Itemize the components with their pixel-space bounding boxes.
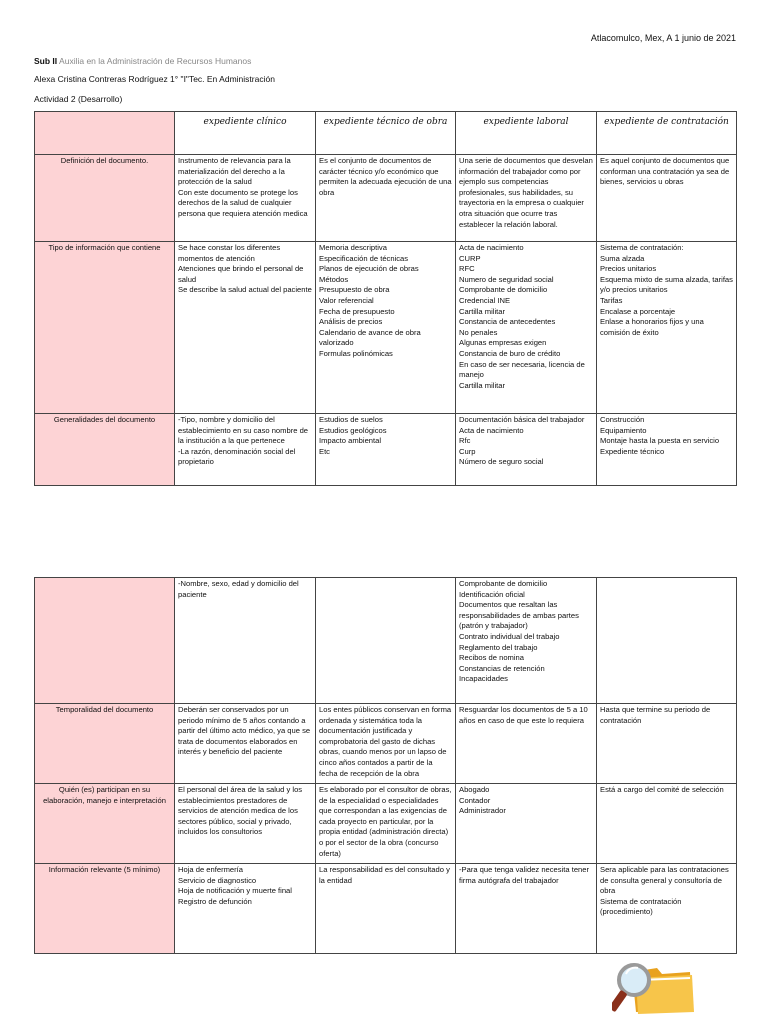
cell-line: Métodos bbox=[319, 274, 349, 284]
cell-line: Documentos que resaltan las responsabilidades de ambas partes (patrón y trabajador) bbox=[459, 600, 579, 631]
table-cell bbox=[175, 784, 316, 864]
cell-line: Contrato individual del trabajo bbox=[459, 631, 560, 641]
document-date: Atlacomulco, Mex, A 1 junio de 2021 bbox=[590, 33, 736, 43]
table-cell bbox=[175, 414, 316, 486]
cell-line: Constancia de antecedentes bbox=[459, 317, 556, 327]
cell-line: -La razón, denominación social del propietario bbox=[178, 446, 296, 467]
cell-line: Construcción bbox=[600, 415, 645, 424]
col-header-clinico: expediente clínico bbox=[175, 112, 316, 155]
cell-line: Estudios geológicos bbox=[319, 425, 387, 435]
table-cell bbox=[456, 242, 597, 414]
cell-line: Registro de defunción bbox=[178, 896, 252, 906]
cell-line: Suma alzada bbox=[600, 253, 645, 263]
comparison-table-page1 bbox=[34, 111, 737, 486]
cell-line: Se describe la salud actual del paciente bbox=[178, 285, 312, 295]
cell-line: Número de seguro social bbox=[459, 457, 544, 467]
cell-line: Impacto ambiental bbox=[319, 436, 382, 446]
cell-line: Abogado bbox=[459, 785, 490, 794]
table-cell bbox=[456, 414, 597, 486]
cell-line: Rfc bbox=[459, 436, 471, 446]
subject-label: Sub II bbox=[34, 56, 58, 66]
cell-line: Administrador bbox=[459, 806, 506, 816]
cell-line: Credencial INE bbox=[459, 295, 511, 305]
table-cell bbox=[316, 155, 456, 242]
cell-line: Curp bbox=[459, 446, 476, 456]
cell-line: Memoria descriptiva bbox=[319, 243, 387, 252]
cell-line: Calendario de avance de obra valorizado bbox=[319, 327, 421, 348]
cell-line: Deberán ser conservados por un periodo mínimo de 5 años contando a partir del último acto médico, ya que se trata de documentos elaborados en interés y beneficio del paciente bbox=[178, 705, 311, 757]
cell-line: Resguardar los documentos de 5 a 10 años en caso de que este lo requiera bbox=[459, 705, 588, 725]
cell-line: Formulas polinómicas bbox=[319, 348, 393, 358]
cell-line: Es aquel conjunto de documentos que conforman una contratación ya sea de bienes, servicios u obras bbox=[600, 156, 730, 187]
cell-line: Esquema mixto de suma alzada, tarifas y/o precios unitarios bbox=[600, 274, 733, 295]
cell-line: Montaje hasta la puesta en servicio bbox=[600, 436, 720, 446]
table-cell bbox=[597, 578, 737, 704]
table-row bbox=[35, 578, 737, 704]
row-label: Tipo de información que contiene bbox=[35, 242, 175, 414]
header-corner bbox=[35, 112, 175, 155]
cell-line: -Nombre, sexo, edad y domicilio del paciente bbox=[178, 579, 299, 599]
row-label: Información relevante (5 mínimo) bbox=[35, 864, 175, 954]
table-cell bbox=[456, 864, 597, 954]
cell-line: RFC bbox=[459, 264, 475, 274]
table-cell bbox=[597, 704, 737, 784]
cell-line: Hoja de notificación y muerte final bbox=[178, 886, 292, 896]
table-cell bbox=[175, 242, 316, 414]
table-cell bbox=[597, 242, 737, 414]
cell-line: El personal del área de la salud y los establecimientos prestadores de servicios de atención medica de los sectores público, social y privado, incluidos los consultorios bbox=[178, 785, 303, 837]
table-cell bbox=[456, 784, 597, 864]
table-cell bbox=[316, 864, 456, 954]
table-cell bbox=[316, 704, 456, 784]
table-cell bbox=[597, 155, 737, 242]
cell-line: La responsabilidad es del consultado y la entidad bbox=[319, 865, 450, 885]
table-cell bbox=[175, 578, 316, 704]
table-cell bbox=[316, 242, 456, 414]
cell-line: Documentación básica del trabajador bbox=[459, 415, 585, 424]
cell-line: Reglamento del trabajo bbox=[459, 642, 538, 652]
cell-line: Está a cargo del comité de selección bbox=[600, 785, 724, 794]
cell-line: Precios unitarios bbox=[600, 264, 657, 274]
row-label: Quién (es) participan en su elaboración, manejo e interpretación bbox=[35, 784, 175, 864]
cell-line: Hoja de enfermería bbox=[178, 865, 244, 874]
table-row bbox=[35, 784, 737, 864]
cell-line: Comprobante de domicilio bbox=[459, 579, 548, 588]
cell-line: Constancias de retención bbox=[459, 663, 545, 673]
cell-line: Es el conjunto de documentos de carácter técnico y/o económico que permiten la adecuada ejecución de una obra bbox=[319, 156, 452, 197]
cell-line: Constancia de buro de crédito bbox=[459, 348, 561, 358]
cell-line: Tarifas bbox=[600, 295, 623, 305]
cell-line: Algunas empresas exigen bbox=[459, 338, 547, 348]
table-row bbox=[35, 414, 737, 486]
folder-magnifier-icon bbox=[612, 950, 697, 1015]
cell-line: Enlase a honorarios fijos y una comisión de éxito bbox=[600, 317, 704, 337]
cell-line: No penales bbox=[459, 327, 498, 337]
cell-line: Es elaborado por el consultor de obras, de la especialidad o especialidades que correspondan a las exigencias de cada proyecto en particular, por la propia entidad (administración directa) o por el sector de la obra (concurso oferta) bbox=[319, 785, 452, 858]
cell-line: Expediente técnico bbox=[600, 446, 665, 456]
cell-line: Equipamiento bbox=[600, 425, 647, 435]
cell-line: Contador bbox=[459, 795, 491, 805]
table-row bbox=[35, 242, 737, 414]
cell-line: Estudios de suelos bbox=[319, 415, 383, 424]
cell-line: Los entes públicos conservan en forma ordenada y sistemática toda la documentación justificada y comprobatoria del gasto de dichas obras, cuando menos por un lapso de cinco años contados a partir de la fecha de recepción de la obra bbox=[319, 705, 452, 778]
cell-line: Con este documento se protege los derechos de la salud de cualquier persona que requiera atención medica bbox=[178, 187, 308, 218]
cell-line: Sistema de contratación: bbox=[600, 243, 684, 252]
table-cell bbox=[456, 155, 597, 242]
cell-line: Presupuesto de obra bbox=[319, 285, 390, 295]
table-row bbox=[35, 864, 737, 954]
table-cell bbox=[175, 155, 316, 242]
cell-line: Atenciones que brindo el personal de salud bbox=[178, 264, 304, 284]
row-label bbox=[35, 578, 175, 704]
cell-line: Incapacidades bbox=[459, 674, 508, 684]
comparison-table-page2 bbox=[34, 577, 737, 954]
cell-line: Identificación oficial bbox=[459, 589, 525, 599]
cell-line: Una serie de documentos que desvelan información del trabajador como por ejemplo sus competencias profesionales, sus habilidades, su trayectoria en la empresa o cualquier otra situación que ocurre tras establecer la relación laboral. bbox=[459, 156, 593, 229]
table-cell bbox=[316, 578, 456, 704]
cell-line: Acta de nacimiento bbox=[459, 243, 524, 252]
table-cell bbox=[175, 704, 316, 784]
activity-line: Actividad 2 (Desarrollo) bbox=[34, 94, 123, 104]
row-label: Generalidades del documento bbox=[35, 414, 175, 486]
cell-line: Comprobante de domicilio bbox=[459, 285, 548, 295]
table-cell bbox=[316, 414, 456, 486]
table-cell bbox=[597, 784, 737, 864]
cell-line: Especificación de técnicas bbox=[319, 253, 409, 263]
table-cell bbox=[175, 864, 316, 954]
cell-line: En caso de ser necesaria, licencia de manejo bbox=[459, 359, 585, 380]
row-label: Definición del documento. bbox=[35, 155, 175, 242]
cell-line: Valor referencial bbox=[319, 295, 374, 305]
cell-line: Fecha de presupuesto bbox=[319, 306, 395, 316]
cell-line: Recibos de nomina bbox=[459, 653, 525, 663]
table-cell bbox=[456, 704, 597, 784]
cell-line: Etc bbox=[319, 446, 330, 456]
table-row bbox=[35, 704, 737, 784]
col-header-contratacion: expediente de contratación bbox=[597, 112, 737, 155]
subject-text: Auxilia en la Administración de Recursos Humanos bbox=[59, 56, 252, 66]
cell-line: Sera aplicable para las contrataciones de consulta general y consultoría de obra bbox=[600, 865, 729, 896]
table-cell bbox=[456, 578, 597, 704]
cell-line: Numero de seguridad social bbox=[459, 274, 554, 284]
cell-line: Servicio de diagnostico bbox=[178, 875, 257, 885]
student-line: Alexa Cristina Contreras Rodríguez 1° "I"Tec. En Administración bbox=[34, 74, 275, 84]
row-label: Temporalidad del documento bbox=[35, 704, 175, 784]
col-header-tecnico: expediente técnico de obra bbox=[316, 112, 456, 155]
cell-line: Hasta que termine su periodo de contratación bbox=[600, 705, 711, 725]
cell-line: Análisis de precios bbox=[319, 317, 383, 327]
cell-line: Instrumento de relevancia para la materialización del derecho a la protección de la salud bbox=[178, 156, 291, 187]
cell-line: Cartilla militar bbox=[459, 380, 505, 390]
subject-line bbox=[34, 56, 251, 66]
cell-line: Sistema de contratación (procedimiento) bbox=[600, 896, 682, 917]
cell-line: -Tipo, nombre y domicilio del establecimiento en su caso nombre de la institución a la que pertenece bbox=[178, 415, 309, 446]
cell-line: Encalase a porcentaje bbox=[600, 306, 676, 316]
table-cell bbox=[316, 784, 456, 864]
cell-line: Cartilla militar bbox=[459, 306, 505, 316]
cell-line: -Para que tenga validez necesita tener firma autógrafa del trabajador bbox=[459, 865, 590, 885]
table-cell bbox=[597, 864, 737, 954]
cell-line: Se hace constar los diferentes momentos de atención bbox=[178, 243, 281, 263]
table-row bbox=[35, 155, 737, 242]
table-cell bbox=[597, 414, 737, 486]
col-header-laboral: expediente laboral bbox=[456, 112, 597, 155]
cell-line: Acta de nacimiento bbox=[459, 425, 524, 435]
cell-line: Planos de ejecución de obras bbox=[319, 264, 419, 274]
cell-line: CURP bbox=[459, 253, 481, 263]
table-header-row bbox=[35, 112, 737, 155]
